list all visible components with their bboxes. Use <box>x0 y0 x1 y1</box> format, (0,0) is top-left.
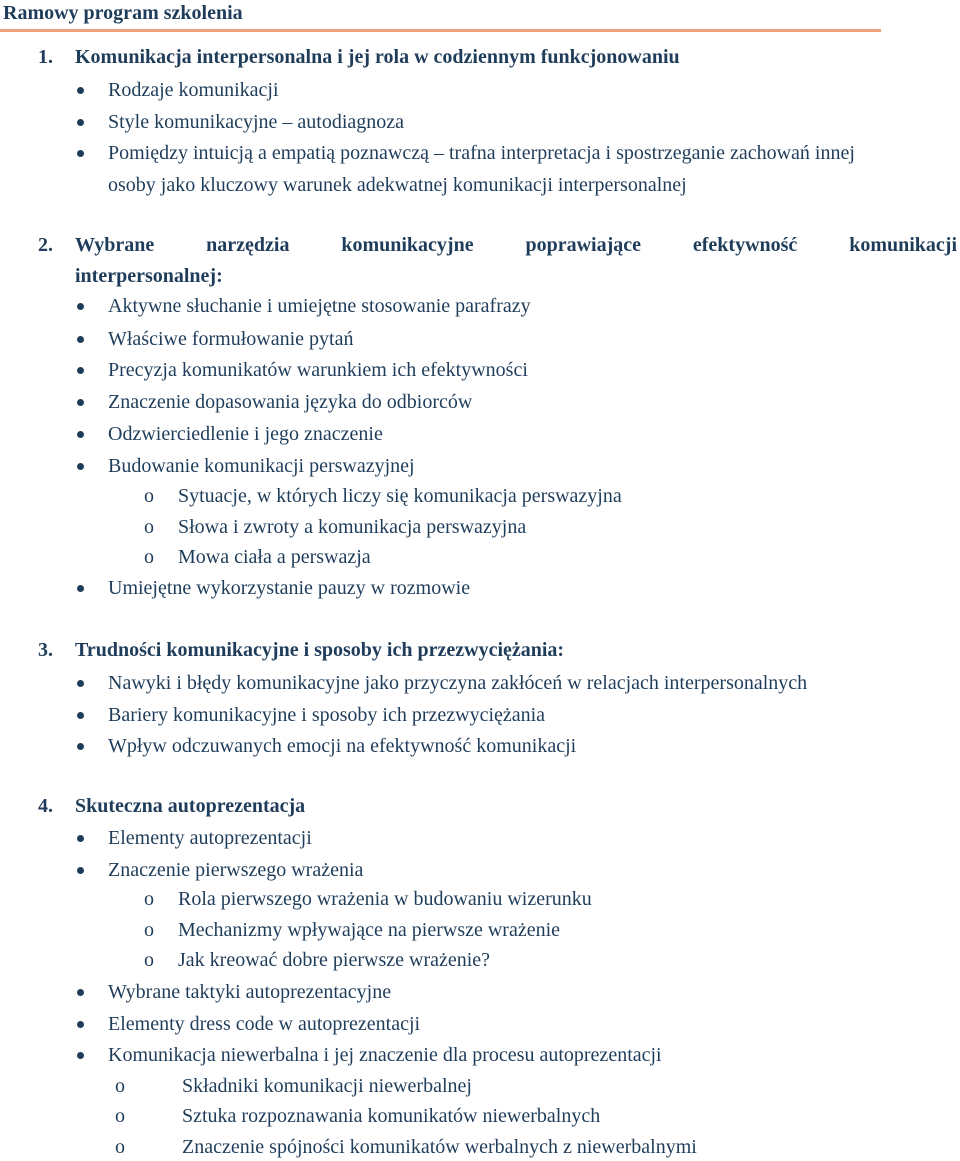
list-item: Style komunikacyjne – autodiagnoza <box>108 111 405 133</box>
bullet-icon <box>77 1052 84 1059</box>
list-item: Elementy dress code w autoprezentacji <box>108 1013 421 1035</box>
list-item: Właściwe formułowanie pytań <box>108 328 354 350</box>
list-item: Komunikacja niewerbalna i jej znaczenie dla procesu autoprezentacji <box>108 1044 662 1066</box>
section-4-number: 4. <box>38 795 53 817</box>
section-2-title-line2: interpersonalnej: <box>75 265 223 287</box>
list-item: Aktywne słuchanie i umiejętne stosowanie parafrazy <box>108 295 531 317</box>
bullet-icon <box>77 1021 84 1028</box>
sub-bullet-icon: o <box>144 919 154 941</box>
bullet-icon <box>77 150 84 157</box>
document-title: Ramowy program szkolenia <box>3 2 243 24</box>
bullet-icon <box>77 119 84 126</box>
sub-list-item: Składniki komunikacji niewerbalnej <box>182 1075 472 1097</box>
sub-bullet-icon: o <box>115 1136 125 1158</box>
bullet-icon <box>77 867 84 874</box>
list-item: Budowanie komunikacji perswazyjnej <box>108 455 415 477</box>
title-underline <box>0 29 881 32</box>
bullet-icon <box>77 431 84 438</box>
section-3-number: 3. <box>38 639 53 661</box>
list-item-continuation: osoby jako kluczowy warunek adekwatnej komunikacji interpersonalnej <box>108 174 687 196</box>
list-item: Odzwierciedlenie i jego znaczenie <box>108 423 383 445</box>
section-2-title-line1: Wybrane narzędzia komunikacyjne poprawiające efektywność komunikacji <box>75 234 957 256</box>
sub-list-item: Sztuka rozpoznawania komunikatów niewerbalnych <box>182 1105 601 1127</box>
sub-list-item: Słowa i zwroty a komunikacja perswazyjna <box>178 516 527 538</box>
bullet-icon <box>77 585 84 592</box>
list-item: Znaczenie pierwszego wrażenia <box>108 859 364 881</box>
sub-bullet-icon: o <box>144 485 154 507</box>
bullet-icon <box>77 463 84 470</box>
sub-bullet-icon: o <box>115 1075 125 1097</box>
sub-bullet-icon: o <box>115 1105 125 1127</box>
bullet-icon <box>77 743 84 750</box>
bullet-icon <box>77 835 84 842</box>
list-item: Nawyki i błędy komunikacyjne jako przyczyna zakłóceń w relacjach interpersonalnych <box>108 672 808 694</box>
section-1-title: Komunikacja interpersonalna i jej rola w codziennym funkcjonowaniu <box>75 46 680 68</box>
sub-list-item: Jak kreować dobre pierwsze wrażenie? <box>178 949 491 971</box>
list-item: Wybrane taktyki autoprezentacyjne <box>108 981 392 1003</box>
sub-bullet-icon: o <box>144 546 154 568</box>
section-2-number: 2. <box>38 234 53 256</box>
bullet-icon <box>77 680 84 687</box>
sub-list-item: Mowa ciała a perswazja <box>178 546 371 568</box>
section-1-number: 1. <box>38 46 53 68</box>
list-item: Bariery komunikacyjne i sposoby ich przezwyciężania <box>108 704 546 726</box>
list-item: Precyzja komunikatów warunkiem ich efektywności <box>108 359 528 381</box>
sub-list-item: Mechanizmy wpływające na pierwsze wrażenie <box>178 919 561 941</box>
sub-list-item: Rola pierwszego wrażenia w budowaniu wizerunku <box>178 888 592 910</box>
sub-list-item: Sytuacje, w których liczy się komunikacja perswazyjna <box>178 485 622 507</box>
list-item: Rodzaje komunikacji <box>108 79 279 101</box>
list-item: Pomiędzy intuicją a empatią poznawczą – trafna interpretacja i spostrzeganie zachowań innej <box>108 142 855 164</box>
list-item: Umiejętne wykorzystanie pauzy w rozmowie <box>108 577 471 599</box>
sub-bullet-icon: o <box>144 516 154 538</box>
bullet-icon <box>77 367 84 374</box>
bullet-icon <box>77 989 84 996</box>
bullet-icon <box>77 303 84 310</box>
list-item: Znaczenie dopasowania języka do odbiorców <box>108 391 473 413</box>
section-4-title: Skuteczna autoprezentacja <box>75 795 306 817</box>
bullet-icon <box>77 336 84 343</box>
list-item: Wpływ odczuwanych emocji na efektywność komunikacji <box>108 735 577 757</box>
list-item: Elementy autoprezentacji <box>108 827 312 849</box>
bullet-icon <box>77 87 84 94</box>
bullet-icon <box>77 712 84 719</box>
bullet-icon <box>77 399 84 406</box>
sub-bullet-icon: o <box>144 949 154 971</box>
sub-list-item: Znaczenie spójności komunikatów werbalnych z niewerbalnymi <box>182 1136 697 1158</box>
section-3-title: Trudności komunikacyjne i sposoby ich przezwyciężania: <box>75 639 565 661</box>
sub-bullet-icon: o <box>144 888 154 910</box>
